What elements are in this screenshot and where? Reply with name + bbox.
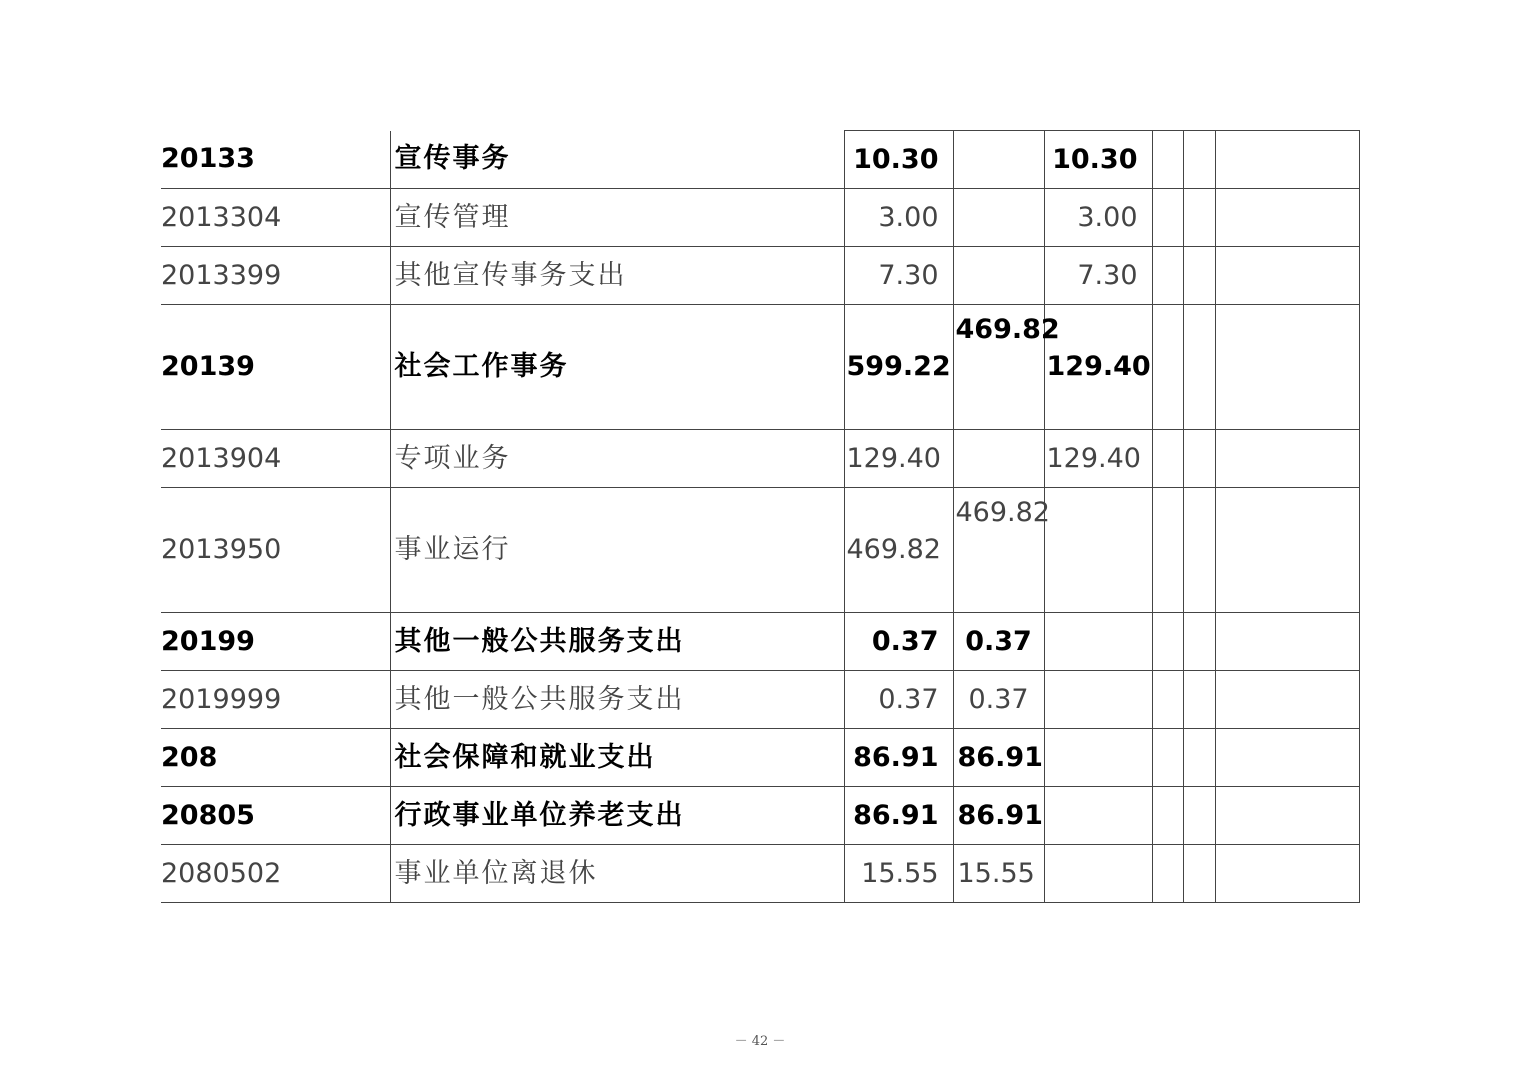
row-empty-cell	[1183, 671, 1215, 729]
row-project: 3.00	[1044, 189, 1152, 247]
row-empty-cell	[1215, 430, 1359, 488]
row-empty-cell	[1215, 131, 1359, 189]
row-empty-cell	[1215, 488, 1359, 613]
row-empty-cell	[1183, 189, 1215, 247]
row-name: 其他宣传事务支出	[390, 247, 844, 305]
row-code: 2013904	[161, 430, 390, 488]
row-basic: 86.91	[953, 729, 1044, 787]
row-name: 事业单位离退休	[390, 845, 844, 903]
table-row	[161, 131, 1359, 189]
row-project: 10.30	[1044, 131, 1152, 189]
row-name: 其他一般公共服务支出	[390, 671, 844, 729]
page-number: － 42 －	[734, 1034, 786, 1049]
row-total: 599.22	[844, 305, 953, 430]
row-empty-cell	[1152, 430, 1183, 488]
row-project	[1044, 488, 1152, 613]
row-basic: 0.37	[953, 613, 1044, 671]
row-basic: 469.82	[953, 488, 1044, 613]
row-empty-cell	[1152, 131, 1183, 189]
row-basic	[953, 189, 1044, 247]
row-empty-cell	[1183, 729, 1215, 787]
table-row	[161, 247, 1359, 305]
row-empty-cell	[1215, 247, 1359, 305]
row-project	[1044, 787, 1152, 845]
row-total: 129.40	[844, 430, 953, 488]
table-row	[161, 729, 1359, 787]
row-empty-cell	[1183, 430, 1215, 488]
row-basic	[953, 131, 1044, 189]
table-row	[161, 787, 1359, 845]
row-empty-cell	[1215, 729, 1359, 787]
row-total: 7.30	[844, 247, 953, 305]
row-empty-cell	[1152, 729, 1183, 787]
row-code: 2019999	[161, 671, 390, 729]
row-code: 20805	[161, 787, 390, 845]
row-name: 社会工作事务	[390, 305, 844, 430]
table-row	[161, 488, 1359, 613]
row-empty-cell	[1152, 671, 1183, 729]
row-total: 0.37	[844, 671, 953, 729]
table-row	[161, 671, 1359, 729]
row-empty-cell	[1183, 305, 1215, 430]
row-project: 129.40	[1044, 430, 1152, 488]
row-project	[1044, 671, 1152, 729]
row-code: 20139	[161, 305, 390, 430]
row-name: 专项业务	[390, 430, 844, 488]
row-empty-cell	[1215, 189, 1359, 247]
row-empty-cell	[1152, 189, 1183, 247]
row-basic: 0.37	[953, 671, 1044, 729]
row-name: 宣传事务	[390, 131, 844, 189]
table-row	[161, 430, 1359, 488]
row-empty-cell	[1215, 613, 1359, 671]
row-basic: 469.82	[953, 305, 1044, 430]
row-project	[1044, 613, 1152, 671]
row-code: 2080502	[161, 845, 390, 903]
row-empty-cell	[1152, 845, 1183, 903]
table-row	[161, 305, 1359, 430]
row-empty-cell	[1183, 787, 1215, 845]
row-empty-cell	[1152, 488, 1183, 613]
row-total: 86.91	[844, 787, 953, 845]
row-code: 2013399	[161, 247, 390, 305]
row-name: 宣传管理	[390, 189, 844, 247]
row-empty-cell	[1183, 247, 1215, 305]
row-empty-cell	[1215, 787, 1359, 845]
row-empty-cell	[1152, 305, 1183, 430]
row-empty-cell	[1152, 247, 1183, 305]
row-project	[1044, 729, 1152, 787]
row-basic: 15.55	[953, 845, 1044, 903]
row-total: 0.37	[844, 613, 953, 671]
row-code: 2013304	[161, 189, 390, 247]
row-project	[1044, 845, 1152, 903]
row-empty-cell	[1183, 845, 1215, 903]
row-empty-cell	[1183, 131, 1215, 189]
row-total: 15.55	[844, 845, 953, 903]
table-row	[161, 189, 1359, 247]
row-project: 7.30	[1044, 247, 1152, 305]
table-row	[161, 845, 1359, 903]
row-total: 86.91	[844, 729, 953, 787]
row-code: 208	[161, 729, 390, 787]
row-code: 2013950	[161, 488, 390, 613]
row-total: 3.00	[844, 189, 953, 247]
row-name: 行政事业单位养老支出	[390, 787, 844, 845]
budget-table	[161, 130, 1360, 903]
row-total: 10.30	[844, 131, 953, 189]
row-name: 其他一般公共服务支出	[390, 613, 844, 671]
row-basic	[953, 247, 1044, 305]
row-empty-cell	[1215, 305, 1359, 430]
table-row	[161, 613, 1359, 671]
row-code: 20133	[161, 131, 390, 189]
row-empty-cell	[1183, 613, 1215, 671]
row-code: 20199	[161, 613, 390, 671]
row-empty-cell	[1215, 845, 1359, 903]
row-basic	[953, 430, 1044, 488]
row-project: 129.40	[1044, 305, 1152, 430]
row-empty-cell	[1152, 787, 1183, 845]
row-total: 469.82	[844, 488, 953, 613]
row-empty-cell	[1183, 488, 1215, 613]
row-basic: 86.91	[953, 787, 1044, 845]
row-empty-cell	[1215, 671, 1359, 729]
row-empty-cell	[1152, 613, 1183, 671]
row-name: 社会保障和就业支出	[390, 729, 844, 787]
row-name: 事业运行	[390, 488, 844, 613]
